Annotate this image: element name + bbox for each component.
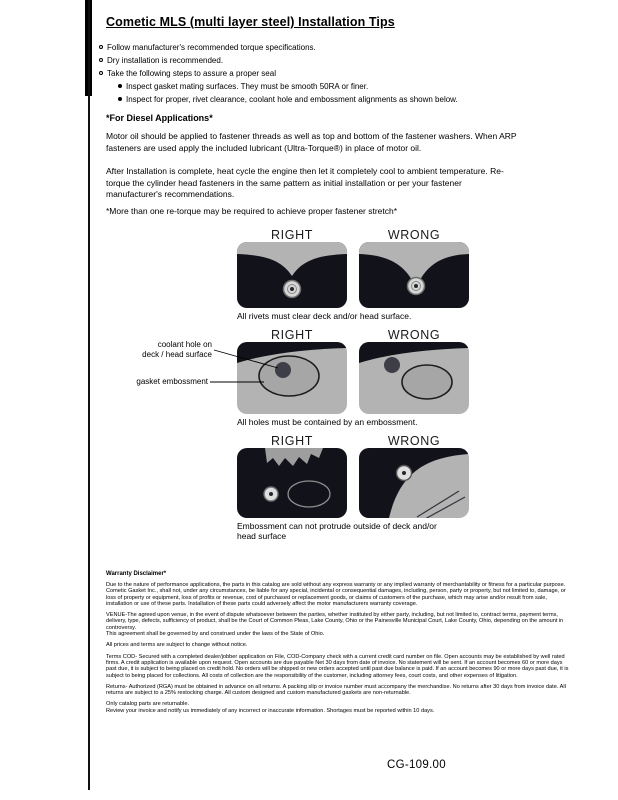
hole-embossment-wrong-image — [359, 342, 469, 414]
list-item — [99, 54, 589, 67]
diagram-caption: All holes must be contained by an embossment. — [237, 417, 418, 427]
disclaimer-paragraph: This agreement shall be governed by and construed under the laws of the State of Ohio. — [106, 631, 325, 638]
protrusion-wrong-image — [359, 448, 469, 518]
coolant-hole-label-line2: deck / head surface — [142, 350, 212, 359]
disclaimer-paragraph: Only catalog parts are returnable. — [106, 701, 190, 708]
disclaimer-paragraph: Due to the nature of performance applications, the parts in this catalog are sold without any express warranty or any implied warranty of merchantability or fitness for a particular purpose. Cometic Gasket Inc., shall not, under any circumstances, be liable for any special, incidental or consequential damages, including, person, party or property, but not limited to, damage, or loss of property or equipment, loss of profits or revenue, cost of purchased or replacement goods, or claims of customers of the purchase, which may arise and/or result from sale, installation or use of these parts. Installation of these parts could adversely affect the motor manufacturers warranty coverage. — [106, 582, 566, 607]
wrong-label: WRONG — [387, 228, 441, 242]
solid-bullet-icon — [118, 97, 122, 101]
disclaimer-paragraph: Returns- Authorized (RGA) must be obtained in advance on all returns. A packing slip or invoice number must accompany the merchandise. No returns after 30 days from invoice date. All returns are subject to a 25% restocking charge. All custom designed and custom manufactured gaskets are non-returnable. — [106, 683, 566, 697]
wrong-label: WRONG — [387, 434, 441, 448]
coolant-pointer-line — [214, 350, 278, 368]
right-label: RIGHT — [271, 434, 313, 448]
list-item — [118, 93, 589, 106]
installation-tips-list — [99, 41, 589, 106]
list-item — [118, 80, 589, 93]
disclaimer-paragraph: Terms COD- Secured with a completed dealer/jobber application on File, COD-Company check with a current credit card number on file. Open accounts may be established by well rated firms. A credit application is available upon request. Open accounts are due payable Net 30 days from date of invoice. No statement will be sent. If an account becomes 60 or more days past due, it is subject to being placed on credit hold. No orders will be shipped or new orders accepted until past due balance is paid. If an account becomes 90 or more days past due, it is subject to being placed for collections. All costs of collection are the responsibility of the customer, including attorney fees, court costs, and other expenses of litigation. — [106, 653, 569, 679]
right-label: RIGHT — [271, 228, 313, 242]
diagram-caption: Embossment can not protrude outside of deck and/or head surface — [237, 521, 437, 541]
disclaimer-heading: Warranty Disclaimer* — [106, 571, 167, 577]
list-item — [99, 67, 589, 80]
tip-text: Take the following steps to assure a proper seal — [107, 69, 276, 78]
disclaimer-paragraph: All prices and terms are subject to change without notice. — [106, 642, 248, 649]
solid-bullet-icon — [118, 84, 122, 88]
diagram-caption: All rivets must clear deck and/or head surface. — [237, 311, 412, 321]
diagram-header-row — [237, 228, 469, 242]
hollow-bullet-icon — [99, 58, 103, 62]
diagram-image-row — [237, 448, 469, 518]
diagram-header-row — [237, 434, 469, 448]
tip-text: Follow manufacturer's recommended torque specifications. — [107, 43, 316, 52]
retorque-note: *More than one re-torque may be required to achieve proper fastener stretch* — [106, 206, 398, 216]
warranty-disclaimer — [106, 571, 570, 719]
protrusion-right-image — [237, 448, 347, 518]
hollow-bullet-icon — [99, 71, 103, 75]
disclaimer-paragraph: VENUE-The agreed upon venue, in the event of dispute whatsoever between the parties, whether instituted by either party, including, but not limited to, contract terms, payment terms, delivery, type, defects, sufficiency of product, shall be the Court of Common Pleas, Lake County, Ohio or the Painesville Municipal Court, Lake County, Ohio, depending on the amount in controversy. — [106, 612, 564, 631]
page-title: Cometic MLS (multi layer steel) Installation Tips — [106, 15, 395, 29]
gasket-embossment-label: gasket embossment — [136, 377, 208, 386]
tip-text: Inspect for proper, rivet clearance, coolant hole and embossment alignments as shown below. — [126, 95, 458, 104]
diesel-paragraph-2: After Installation is complete, heat cycle the engine then let it completely cool to ambient temperature. Re-torque the cylinder head fasteners in the same pattern as initial installation or per your fastener manufacturer's recommendations. — [106, 166, 504, 199]
list-item — [99, 41, 589, 54]
diesel-applications-heading: *For Diesel Applications* — [106, 113, 213, 123]
tip-text: Inspect gasket mating surfaces. They must be smooth 50RA or finer. — [126, 82, 369, 91]
page-number: CG-109.00 — [387, 759, 446, 771]
disclaimer-paragraph: Review your invoice and notify us immediately of any incorrect or inaccurate information. Shortages must be reported within 10 days. — [106, 707, 435, 714]
right-label: RIGHT — [271, 328, 313, 342]
page-edge-mark-line — [88, 0, 90, 790]
diagram-image-row — [237, 242, 469, 308]
rivet-right-image — [237, 242, 347, 308]
coolant-hole-label-line1: coolant hole on — [157, 340, 212, 349]
rivet-wrong-image — [359, 242, 469, 308]
diesel-paragraph-1: Motor oil should be applied to fastener threads as well as top and bottom of the fastener washers. When ARP fasteners are used apply the included lubricant (Ultra-Torque®) in place of motor oil. — [106, 131, 517, 153]
tip-text: Dry installation is recommended. — [107, 56, 224, 65]
hollow-bullet-icon — [99, 45, 103, 49]
label-pointer-lines — [128, 338, 308, 398]
wrong-label: WRONG — [387, 328, 441, 342]
